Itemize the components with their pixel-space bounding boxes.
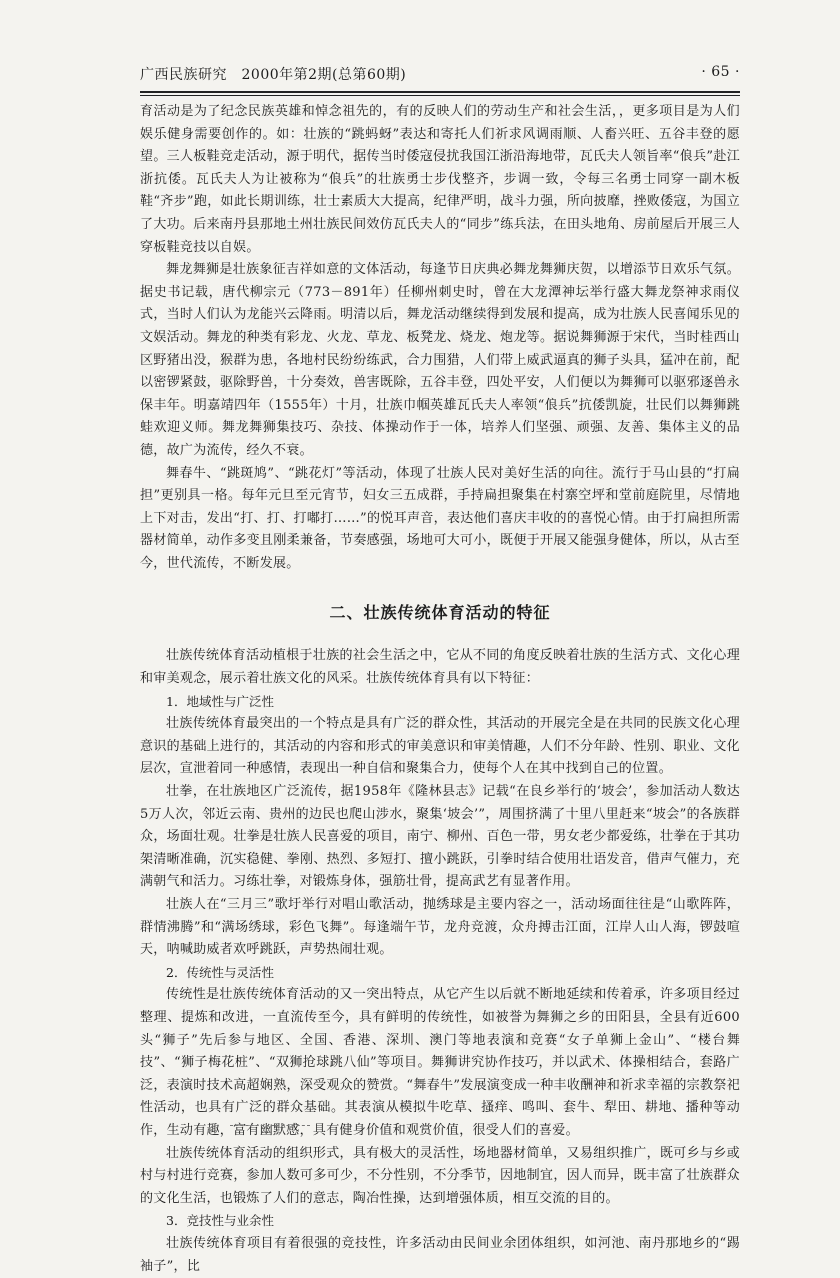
paragraph: 传统性是壮族传统体育活动的又一突出特点，从它产生以后就不断地延续和传着承，许多项目经过整理、提炼和改进，一直流传至今，具有鲜明的传统性，如被誉为舞狮之乡的田阳县，全县有近600头“狮子”先后参与地区、全国、香港、深圳、澳门等地表演和竞赛“女子单狮上金山”、“楼台舞技”、“狮子梅花桩”、“双狮抢球跳八仙”等项目。舞狮讲究协作技巧，并以武术、体操相结合，套路广泛，表演时技术高超娴熟，深受观众的赞赏。“舞春牛”发展演变成一种丰收酬神和祈求幸福的宗教祭祀性活动，也具有广泛的群众基础。其表演从模拟牛吃草、搔痒、鸣叫、套牛、犁田、耕地、播种等动作，生动有趣，富有幽默感，具有健身价值和观赏价值，很受人们的喜爱。	[140, 987, 740, 1138]
paragraph: 壮族传统体育项目有着很强的竞技性，许多活动由民间业余团体组织，如河池、南丹那地乡的“踢袖子”，比	[140, 1235, 740, 1274]
header-rule-thick	[140, 91, 740, 93]
header-rule-thin	[140, 95, 740, 96]
paragraph: 壮拳，在壮族地区广泛流传，据1958年《隆林县志》记载“在良乡举行的‘坡会’，参加活动人数达5万人次，邻近云南、贵州的边民也爬山涉水，聚集‘坡会’”，周围挤满了十里八里赶来“坡会”的各族群众，场面壮观。壮拳是壮族人民喜爱的项目，南宁、柳州、百色一带，男女老少都爱练，壮拳在于其功架清晰准确，沉实稳健、拳刚、热烈、多短打、擅小跳跃，引拳时结合使用壮语发音，借声气催力，充满朝气和活力。习练壮拳，对锻炼身体，强筋壮骨，提高武艺有显著作用。	[140, 784, 740, 890]
journal-title: 广西民族研究 2000年第2期(总第60期)	[140, 67, 407, 83]
article-body	[140, 101, 740, 1278]
paragraph: 壮族传统体育活动的组织形式，具有极大的灵活性，场地器材简单，又易组织推广，既可乡与乡或村与村进行竞赛，参加人数可多可少，不分性别，不分季节，因地制宜，因人而异，既丰富了壮族群众的文化生活，也锻炼了人们的意志，陶冶性操，达到增强体质，相互交流的目的。	[140, 1145, 740, 1206]
paragraph: 壮族传统体育活动植根于壮族的社会生活之中，它从不同的角度反映着壮族的生活方式、文化心理和审美观念，展示着壮族文化的风采。壮族传统体育具有以下特征：	[140, 648, 740, 687]
section-title: 二、壮族传统体育活动的特征	[329, 603, 551, 623]
paragraph: 舞春牛、“跳斑鸠”、“跳花灯”等活动，体现了壮族人民对美好生活的向往。流行于马山县的“打扁担”更别具一格。每年元旦至元宵节，妇女三五成群，手持扁担聚集在村寨空坪和堂前庭院里，尽情地上下对击，发出“打、打、打嘟打……”的悦耳声音，表达他们喜庆丰收的的喜悦心情。由于打扁担所需器材简单，动作多变且刚柔兼备，节奏感强，场地可大可小，既便于开展又能强身健体，所以，从古至今，世代流传，不断发展。	[140, 465, 740, 571]
subsection-heading: 2．传统性与灵活性	[166, 964, 274, 980]
paragraph: 壮族人在“三月三”歌圩举行对唱山歌活动，抛绣球是主要内容之一，活动场面往往是“山歌阵阵，群情沸腾”和“满场绣球，彩色飞舞”。每逢端午节，龙舟竞渡，众舟搏击江面，江岸人山人海，锣鼓喧天，呐喊助威者欢呼跳跃，声势热闹壮观。	[140, 897, 740, 958]
page-number: · 65 ·	[701, 64, 740, 80]
paragraph: 舞龙舞狮是壮族象征吉祥如意的文体活动，每逢节日庆典必舞龙舞狮庆贺，以增添节日欢乐气氛。据史书记载，唐代柳宗元（773－891年）任柳州刺史时，曾在大龙潭神坛举行盛大舞龙祭神求雨仪式，当时人们认为龙能兴云降雨。明清以后，舞龙活动继续得到发展和提高，成为壮族人民喜闻乐见的文娱活动。舞龙的种类有彩龙、火龙、草龙、板凳龙、烧龙、炮龙等。据说舞狮源于宋代，当时桂西山区野猪出没，猴群为患，各地村民纷纷练武，合力围猎，人们带上威武逼真的狮子头具，猛冲在前，配以密锣紧鼓，驱除野兽，十分奏效，兽害既除，五谷丰登，四处平安，人们便以为舞狮可以驱邪逐兽永保丰年。明嘉靖四年（1555年）十月，壮族巾帼英雄瓦氏夫人率领“俍兵”抗倭凯旋，壮民们以舞狮跳蛙欢迎义师。舞龙舞狮集技巧、杂技、体操动作于一体，培养人们坚强、顽强、友善、集体主义的品德，故广为流传，经久不衰。	[140, 262, 740, 458]
footer-mark	[230, 1125, 310, 1128]
paragraph: 育活动是为了纪念民族英雄和悼念祖先的，有的反映人们的劳动生产和社会生活，，更多项目是为人们娱乐健身需要创作的。如：壮族的“跳蚂蚜”表达和寄托人们祈求风调雨顺、人畜兴旺、五谷丰登的愿望。三人板鞋竞走活动，源于明代，据传当时倭寇侵扰我国江浙沿海地带，瓦氏夫人领旨率“俍兵”赴江浙抗倭。瓦氏夫人为让被称为“俍兵”的壮族勇士步伐整齐，步调一致，令每三名勇士同穿一副木板鞋“齐步”跑，如此长期训练，壮士素质大大提高，纪律严明，战斗力强，所向披靡，挫败倭寇，为国立了大功。后来南丹县那地土州壮族民间效仿瓦氏夫人的“同步”练兵法，在田头地角、房前屋后开展三人穿板鞋竞技以自娱。	[140, 104, 740, 255]
running-header	[140, 64, 740, 86]
subsection-heading: 3．竞技性与业余性	[166, 1213, 274, 1229]
paragraph: 壮族传统体育最突出的一个特点是具有广泛的群众性，其活动的开展完全是在共同的民族文化心理意识的基础上进行的，其活动的内容和形式的审美意识和审美情趣，人们不分年龄、性别、职业、文化层次，宣泄着同一种感情，表现出一种自信和聚集合力，使每个人在其中找到自己的位置。	[140, 716, 740, 777]
subsection-heading: 1．地域性与广泛性	[166, 693, 274, 709]
